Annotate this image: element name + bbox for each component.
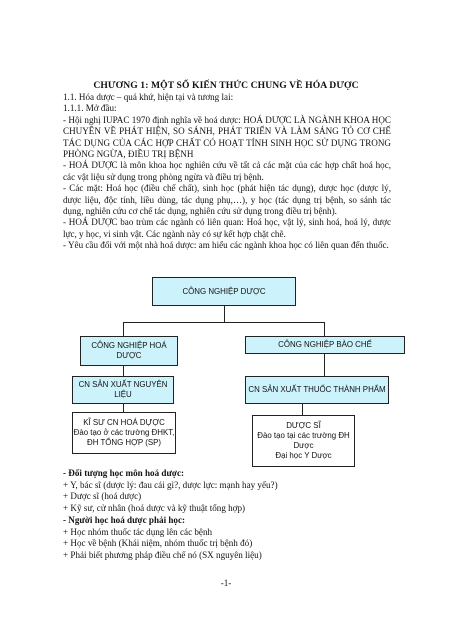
paragraph-requirements: - Yêu cầu đối với một nhà hoá dược: am hiểu các ngành khoa học có liên quan đến thuốc. <box>63 240 389 251</box>
box-engineer-training <box>72 412 176 454</box>
connector-top-horizontal <box>123 322 325 323</box>
connector-right-mid <box>324 354 325 376</box>
box-finished-drug-production-label: CN SẢN XUẤT THUỐC THÀNH PHẨM <box>248 385 386 395</box>
connector-top-vertical <box>224 306 225 322</box>
subsection-heading: 1.1.1. Mở đầu: <box>63 103 117 114</box>
box-chem-pharma-industry <box>80 336 178 366</box>
connector-left-mid <box>123 366 124 376</box>
list-item: + Kỹ sư, cử nhân (hoá dược và kỹ thuật tổng hợp) <box>63 503 246 514</box>
list-item: + Học nhóm thuốc tác dụng lên các bệnh <box>63 526 213 537</box>
box-formulation-industry-label: CÔNG NGHIỆP BÀO CHẾ <box>278 340 372 350</box>
paragraph-fields: - HOÁ DƯỢC bao trùm các ngành có liên quan: Hoá học, vật lý, sinh hoá, hoá lý, dược lực, y học, vi sinh vật. Các ngành này có sự kết hợp chặt chẽ. <box>63 217 391 239</box>
connector-right-low <box>302 404 303 415</box>
box-pharma-industry <box>152 277 296 306</box>
box-formulation-industry <box>245 336 405 354</box>
pharmacist-training-line2: Dược <box>293 441 314 450</box>
intro-block <box>63 92 391 252</box>
paragraph-scope: - HOÁ DƯỢC là môn khoa học nghiên cứu về tất cả các mặt của các hợp chất hoá học, các vật liệu sử dụng trong phòng ngừa và điều trị bệnh. <box>63 160 391 182</box>
pharmacist-training-line1: Đào tạo tại các trường ĐH <box>257 431 350 441</box>
section-heading: 1.1. Hóa dược – quá khứ, hiện tại và tương lai: <box>63 92 234 102</box>
list-item: + Phải biết phương pháp điều chế nó (SX nguyên liệu) <box>63 549 262 560</box>
learner-heading: - Người học hoá dược phải học: <box>63 514 186 525</box>
subject-heading: - Đối tượng học môn hoá dược: <box>63 468 185 478</box>
engineer-title: KĨ SƯ CN HOÁ DỰỢC <box>83 418 165 428</box>
list-item: + Học về bệnh (Khái niệm, nhóm thuốc trị bệnh đó) <box>63 538 253 549</box>
box-raw-material-production <box>72 376 174 404</box>
box-pharmacist-training <box>252 415 355 467</box>
box-pharma-industry-label: CÔNG NGHIỆP DƯỢC <box>182 286 266 296</box>
box-finished-drug-production <box>245 376 389 404</box>
box-chem-pharma-industry-label: CÔNG NGHIỆP HOÁ DƯỢC <box>91 341 167 360</box>
engineer-training-line1: Đào tạo ở các trường ĐHKT, <box>73 428 175 438</box>
engineer-training-line2: ĐH TỔNG HỢP (SP) <box>87 437 161 447</box>
lists-block <box>63 468 393 562</box>
connector-left-low <box>123 404 124 412</box>
chapter-title: CHƯƠNG 1: MỘT SỐ KIẾN THỨC CHUNG VỀ HÓA DƯỢC <box>93 80 359 91</box>
page-number: -1- <box>220 578 232 588</box>
connector-right-drop <box>324 322 325 336</box>
paragraph-aspects: - Các mặt: Hoá học (điều chế chất), sinh học (phát hiện tác dụng), dược học (dược lý, dược liệu, độc tính, liều dùng, tác dụng phụ,…), y học (tác dụng trị bệnh, so sánh tác dụng, nghiên cứu cơ chế tác dụng, nghiên cứu sử dụng trong điều trị bệnh). <box>63 183 391 217</box>
connector-left-drop <box>123 322 124 336</box>
paragraph-definition: - Hội nghị IUPAC 1970 định nghĩa về hoá dược: HOÁ DƯỢC LÀ NGÀNH KHOA HỌC CHUYÊN VỀ PHÁT HIỆN, SO SÁNH, PHÁT TRIỂN VÀ LÀM SÁNG TỎ CƠ CHẾ TÁC DỤNG CỦA CÁC HỢP CHẤT CÓ HOẠT TÍNH SINH HỌC SỬ DỤNG TRONG PHÒNG NGỪA, ĐIỀU TRỊ BỆNH <box>63 114 391 160</box>
pharmacist-training-line3: Đại học Y Dược <box>275 450 332 460</box>
list-item: + Y, bác sĩ (dược lý: đau cái gì?, dược lực: mạnh hay yếu?) <box>63 479 278 490</box>
box-raw-material-production-label: CN SẢN XUẤT NGUYÊN LIỆU <box>78 380 168 399</box>
list-item: + Dược sĩ (hoá dược) <box>63 491 142 502</box>
pharmacist-title: DƯỢC SĨ <box>286 421 321 431</box>
